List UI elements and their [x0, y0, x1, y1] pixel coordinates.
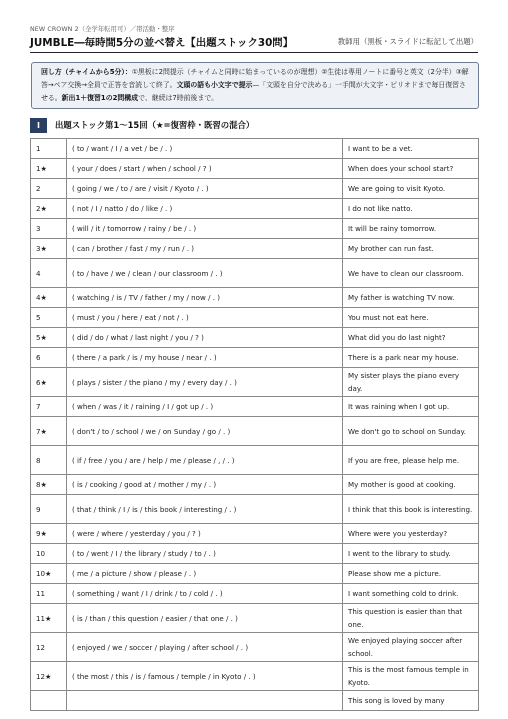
table-row: [31, 397, 479, 417]
jumble-prompt-cell: ( to / want / I / a vet / be / . ): [67, 139, 343, 159]
question-number-cell: 3★: [31, 239, 67, 259]
answer-cell: There is a park near my house.: [343, 348, 479, 368]
answer-cell: Please show me a picture.: [343, 564, 479, 584]
answer-cell: This question is easier than that one.: [343, 604, 479, 633]
answer-cell: We enjoyed playing soccer after school.: [343, 633, 479, 662]
answer-cell: My father is watching TV now.: [343, 288, 479, 308]
question-number-cell: 6: [31, 348, 67, 368]
instruction-bold-2: 新出1＋復習1の2問構成: [61, 94, 139, 102]
table-row: [31, 417, 479, 446]
question-number-cell: 1★: [31, 159, 67, 179]
table-row: [31, 633, 479, 662]
answer-cell: This is the most famous temple in Kyoto.: [343, 662, 479, 691]
table-row: [31, 179, 479, 199]
answer-cell: It will be rainy tomorrow.: [343, 219, 479, 239]
table-row: [31, 239, 479, 259]
jumble-prompt-cell: [67, 691, 343, 711]
instruction-label: 回し方（チャイムから5分）：: [41, 68, 132, 76]
section-label: 出題ストック第1〜15回（★=復習枠・既習の混合）: [55, 120, 255, 130]
jumble-prompt-cell: ( is / than / this question / easier / that one / . ): [67, 604, 343, 633]
question-number-cell: 12: [31, 633, 67, 662]
answer-cell: You must not eat here.: [343, 308, 479, 328]
table-row: [31, 584, 479, 604]
jumble-prompt-cell: ( when / was / it / raining / I / got up / . ): [67, 397, 343, 417]
question-number-cell: 5: [31, 308, 67, 328]
jumble-prompt-cell: ( is / cooking / good at / mother / my / . ): [67, 475, 343, 495]
table-row: [31, 348, 479, 368]
question-number-cell: 7: [31, 397, 67, 417]
table-row: [31, 368, 479, 397]
answer-cell: I do not like natto.: [343, 199, 479, 219]
answer-cell: We don't go to school on Sunday.: [343, 417, 479, 446]
table-row: [31, 662, 479, 691]
jumble-prompt-cell: ( something / want / I / drink / to / cold / . ): [67, 584, 343, 604]
table-row: [31, 691, 479, 711]
jumble-prompt-cell: ( to / went / I / the library / study / to / . ): [67, 544, 343, 564]
section-heading: [30, 118, 478, 134]
jumble-prompt-cell: ( there / a park / is / my house / near / . ): [67, 348, 343, 368]
table-row: [31, 219, 479, 239]
answer-cell: My mother is good at cooking.: [343, 475, 479, 495]
table-row: [31, 308, 479, 328]
table-row: [31, 475, 479, 495]
instruction-text-3: で、継続は7時前後まで。: [138, 94, 218, 102]
question-number-cell: 8★: [31, 475, 67, 495]
answer-cell: I want something cold to drink.: [343, 584, 479, 604]
answer-cell: My brother can run fast.: [343, 239, 479, 259]
question-number-cell: 5★: [31, 328, 67, 348]
question-number-cell: 4★: [31, 288, 67, 308]
instruction-bold-1: 文頭の語も小文字で提示: [176, 81, 253, 89]
answer-cell: We are going to visit Kyoto.: [343, 179, 479, 199]
jumble-prompt-cell: ( don't / to / school / we / on Sunday / go / . ): [67, 417, 343, 446]
question-number-cell: 11: [31, 584, 67, 604]
jumble-prompt-cell: ( the most / this / is / famous / temple / in Kyoto / . ): [67, 662, 343, 691]
section-number-badge: Ⅰ: [30, 118, 47, 133]
question-number-cell: 4: [31, 259, 67, 288]
answer-cell: This song is loved by many: [343, 691, 479, 711]
question-number-cell: 1: [31, 139, 67, 159]
question-number-cell: 7★: [31, 417, 67, 446]
question-number-cell: 6★: [31, 368, 67, 397]
question-number-cell: 3: [31, 219, 67, 239]
question-number-cell: 2: [31, 179, 67, 199]
jumble-prompt-cell: ( plays / sister / the piano / my / every day / . ): [67, 368, 343, 397]
jumble-prompt-cell: ( were / where / yesterday / you / ? ): [67, 524, 343, 544]
table-row: [31, 446, 479, 475]
title-bar: [30, 34, 478, 53]
table-row: [31, 604, 479, 633]
jumble-prompt-cell: ( can / brother / fast / my / run / . ): [67, 239, 343, 259]
table-row: [31, 524, 479, 544]
page-title: JUMBLE―毎時間5分の並べ替え【出題ストック30問】: [30, 37, 294, 49]
instruction-text-2: —「文頭を自分で決める」一手間が大文字・ピリオドまで毎日復習させる。: [41, 81, 466, 102]
table-row: [31, 139, 479, 159]
table-row: [31, 328, 479, 348]
table-row: [31, 259, 479, 288]
jumble-prompt-cell: ( watching / is / TV / father / my / now / . ): [67, 288, 343, 308]
question-number-cell: 11★: [31, 604, 67, 633]
jumble-prompt-cell: ( if / free / you / are / help / me / please / , / . ): [67, 446, 343, 475]
page-subtitle: 教師用（黒板・スライドに転記して出題）: [337, 37, 478, 46]
answer-cell: When does your school start?: [343, 159, 479, 179]
jumble-prompt-cell: ( did / do / what / last night / you / ? ): [67, 328, 343, 348]
question-number-cell: 9★: [31, 524, 67, 544]
jumble-prompt-cell: ( will / it / tomorrow / rainy / be / . ): [67, 219, 343, 239]
table-row: [31, 495, 479, 524]
answer-cell: I think that this book is interesting.: [343, 495, 479, 524]
jumble-prompt-cell: ( to / have / we / clean / our classroom / . ): [67, 259, 343, 288]
question-number-cell: [31, 691, 67, 711]
jumble-prompt-cell: ( your / does / start / when / school / ? ): [67, 159, 343, 179]
table-row: [31, 288, 479, 308]
answer-cell: Where were you yesterday?: [343, 524, 479, 544]
answer-cell: I went to the library to study.: [343, 544, 479, 564]
answer-cell: My sister plays the piano every day.: [343, 368, 479, 397]
jumble-prompt-cell: ( going / we / to / are / visit / Kyoto / . ): [67, 179, 343, 199]
jumble-prompt-cell: ( me / a picture / show / please / . ): [67, 564, 343, 584]
answer-cell: I want to be a vet.: [343, 139, 479, 159]
table-row: [31, 199, 479, 219]
jumble-prompt-cell: ( that / think / I / is / this book / interesting / . ): [67, 495, 343, 524]
question-number-cell: 9: [31, 495, 67, 524]
jumble-prompt-cell: ( enjoyed / we / soccer / playing / after school / . ): [67, 633, 343, 662]
question-number-cell: 2★: [31, 199, 67, 219]
table-row: [31, 159, 479, 179]
answer-cell: It was raining when I got up.: [343, 397, 479, 417]
course-line: NEW CROWN 2（全学年転用可）／帯活動・整序: [30, 26, 175, 33]
instruction-box: [31, 62, 479, 109]
jumble-prompt-cell: ( not / I / natto / do / like / . ): [67, 199, 343, 219]
answer-cell: What did you do last night?: [343, 328, 479, 348]
jumble-prompt-cell: ( must / you / here / eat / not / . ): [67, 308, 343, 328]
instruction-text-1: ①黒板に2問提示（チャイムと同時に始まっているのが理想）②生徒は専用ノートに番号と英文（2分半）③解答→ペア交換→全員で正答を音読して終了。: [41, 68, 469, 89]
question-table: [30, 138, 479, 711]
question-number-cell: 10★: [31, 564, 67, 584]
question-number-cell: 8: [31, 446, 67, 475]
table-row: [31, 564, 479, 584]
answer-cell: If you are free, please help me.: [343, 446, 479, 475]
question-number-cell: 12★: [31, 662, 67, 691]
question-number-cell: 10: [31, 544, 67, 564]
table-row: [31, 544, 479, 564]
answer-cell: We have to clean our classroom.: [343, 259, 479, 288]
